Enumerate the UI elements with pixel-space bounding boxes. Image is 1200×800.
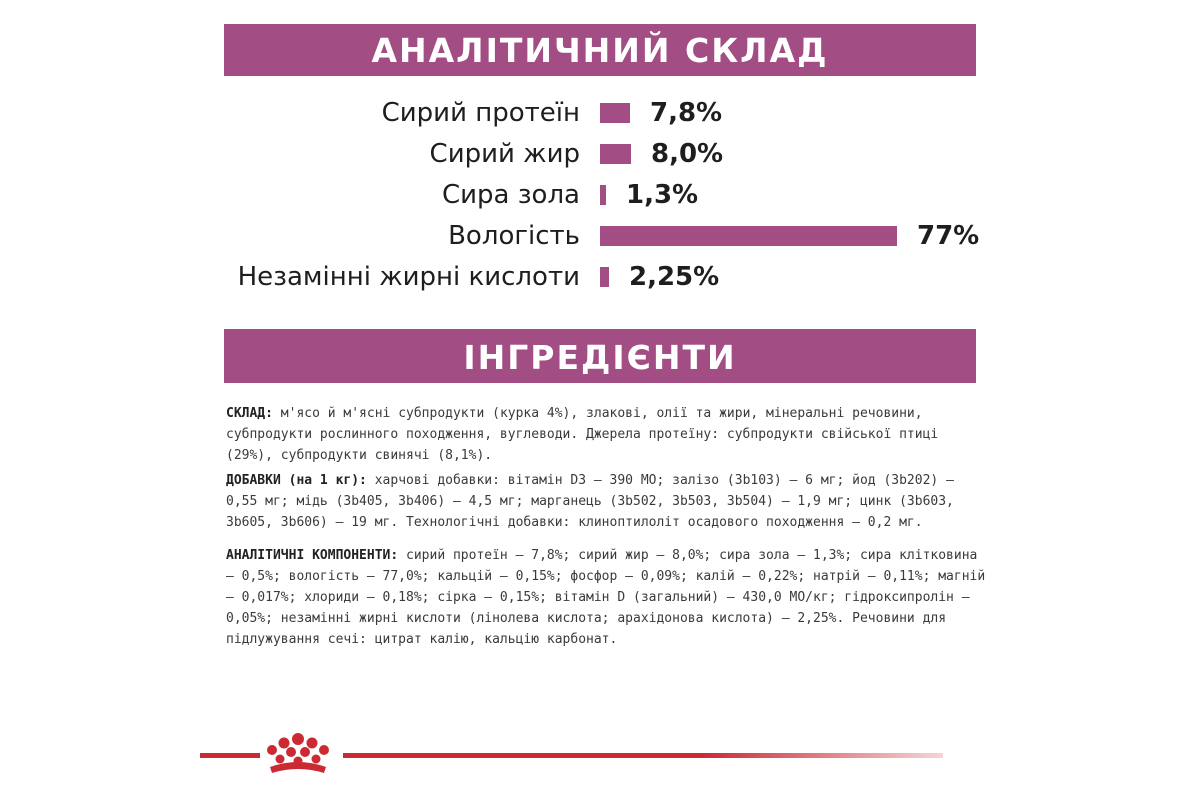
analytic-row-value: 1,3% bbox=[626, 180, 699, 210]
analytic-components-text: сирий протеїн – 7,8%; сирий жир – 8,0%; сира зола – 1,3%; сира клітковина – 0,5%; вологість – 77,0%; кальцій – 0,15%; фосфор – 0,09%; калій – 0,22%; натрій – 0,11%; магній – 0,017%; хлориди – 0,18%; сірка – 0,15%; вітамін D (загальний) – 430,0 МО/кг; гідроксипролін – 0,05%; незамінні жирні кислоти (лінолева кислота; арахідонова кислота) – 2,25%. Речовини для підлужування сечі: цитрат калію, кальцію карбонат. bbox=[226, 548, 986, 647]
analytic-row bbox=[0, 95, 1200, 131]
analytic-components-label: АНАЛІТИЧНІ КОМПОНЕНТИ: bbox=[226, 548, 399, 563]
analytic-row-label: Сира зола bbox=[441, 180, 580, 210]
composition-text: м'ясо й м'ясні субпродукти (курка 4%), злакові, олії та жири, мінеральні речовини, субпродукти рослинного походження, вуглеводи. Джерела протеїну: субпродукти свійської птиці (29%), субпродукти свинячі (8,1%). bbox=[226, 406, 939, 463]
analytic-row bbox=[0, 136, 1200, 172]
analytic-row-value: 77% bbox=[917, 221, 980, 251]
footer-line-right bbox=[343, 753, 943, 758]
analytic-row-bar bbox=[600, 103, 630, 123]
analytic-row bbox=[0, 177, 1200, 213]
analytic-row-value: 7,8% bbox=[650, 98, 723, 128]
analytic-row bbox=[0, 218, 1200, 254]
additives-label: ДОБАВКИ (на 1 кг): bbox=[226, 473, 367, 488]
analytic-components-paragraph bbox=[226, 545, 986, 650]
footer-line-left bbox=[200, 753, 260, 758]
analytic-row-bar bbox=[600, 185, 606, 205]
analytic-row-label: Сирий протеїн bbox=[381, 98, 580, 128]
composition-label: СКЛАД: bbox=[226, 406, 273, 421]
analytic-composition-header: АНАЛІТИЧНИЙ СКЛАД bbox=[224, 24, 976, 76]
analytic-row-label: Сирий жир bbox=[429, 139, 580, 169]
analytic-row bbox=[0, 259, 1200, 295]
analytic-row-value: 8,0% bbox=[651, 139, 724, 169]
analytic-row-bar bbox=[600, 144, 631, 164]
composition-paragraph bbox=[226, 403, 986, 466]
analytic-row-label: Незамінні жирні кислоти bbox=[237, 262, 580, 292]
analytic-row-value: 2,25% bbox=[629, 262, 720, 292]
crown-logo-icon bbox=[256, 731, 340, 777]
additives-paragraph bbox=[226, 470, 986, 533]
analytic-row-bar bbox=[600, 226, 897, 246]
ingredients-header: ІНГРЕДІЄНТИ bbox=[224, 329, 976, 383]
additives-text: харчові добавки: вітамін D3 – 390 МО; залізо (3b103) – 6 мг; йод (3b202) – 0,55 мг; мідь (3b405, 3b406) – 4,5 мг; марганець (3b502, 3b503, 3b504) – 1,9 мг; цинк (3b603, 3b605, 3b606) – 19 мг. Технологічні добавки: клиноптилоліт осадового походження – 0,2 мг. bbox=[226, 473, 954, 530]
analytic-row-label: Вологість bbox=[448, 221, 580, 251]
analytic-row-bar bbox=[600, 267, 609, 287]
